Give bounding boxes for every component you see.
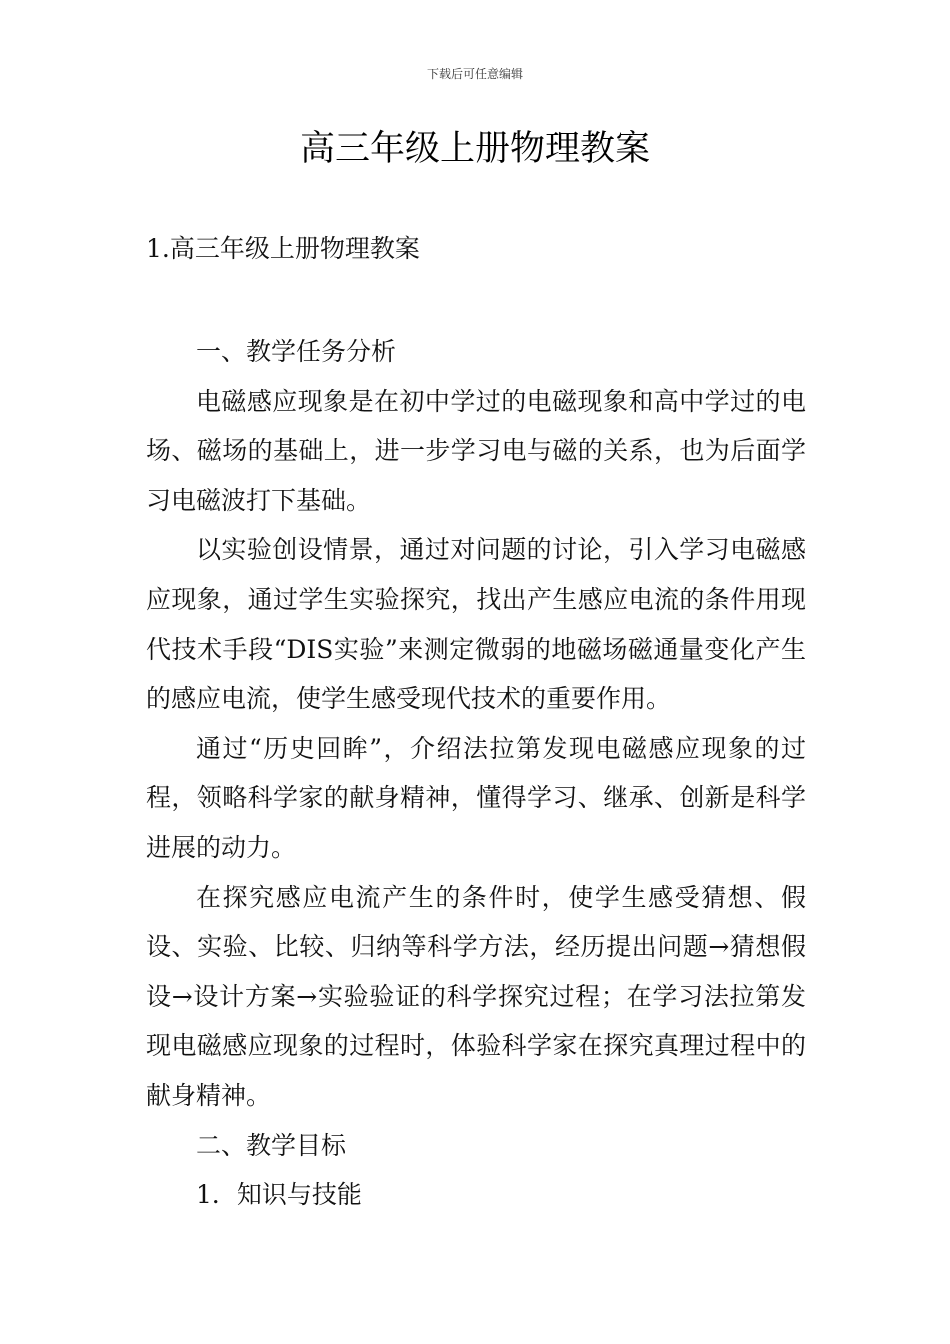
download-note: 下载后可任意编辑	[426, 67, 523, 81]
document-title: 高三年级上册物理教案	[299, 129, 650, 169]
paragraph: 在探究感应电流产生的条件时，使学生感受猜想、假设、实验、比较、归纳等科学方法，经历提出问题→猜想假设→设计方案→实验验证的科学探究过程；在学习法拉第发现电磁感应现象的过程时，体验科学家在探究真理过程中的献身精神。	[146, 882, 806, 1110]
list-item-knowledge-skills: 1．知识与技能	[196, 1180, 362, 1210]
section-heading: 1.高三年级上册物理教案	[146, 234, 420, 263]
subsection-heading-objectives: 二、教学目标	[196, 1130, 347, 1160]
subsection-heading-task-analysis: 一、教学任务分析	[196, 337, 397, 366]
paragraph: 以实验创设情景，通过对问题的讨论，引入学习电磁感应现象，通过学生实验探究，找出产生感应电流的条件用现代技术手段“DIS实验”来测定微弱的地磁场磁通量变化产生的感应电流，使学生感受现代技术的重要作用。	[146, 535, 806, 714]
document-body	[146, 327, 806, 1220]
paragraph: 电磁感应现象是在初中学过的电磁现象和高中学过的电场、磁场的基础上，进一步学习电与磁的关系，也为后面学习电磁波打下基础。	[146, 386, 806, 515]
paragraph: 通过“历史回眸”，介绍法拉第发现电磁感应现象的过程，领略科学家的献身精神，懂得学习、继承、创新是科学进展的动力。	[146, 733, 806, 862]
